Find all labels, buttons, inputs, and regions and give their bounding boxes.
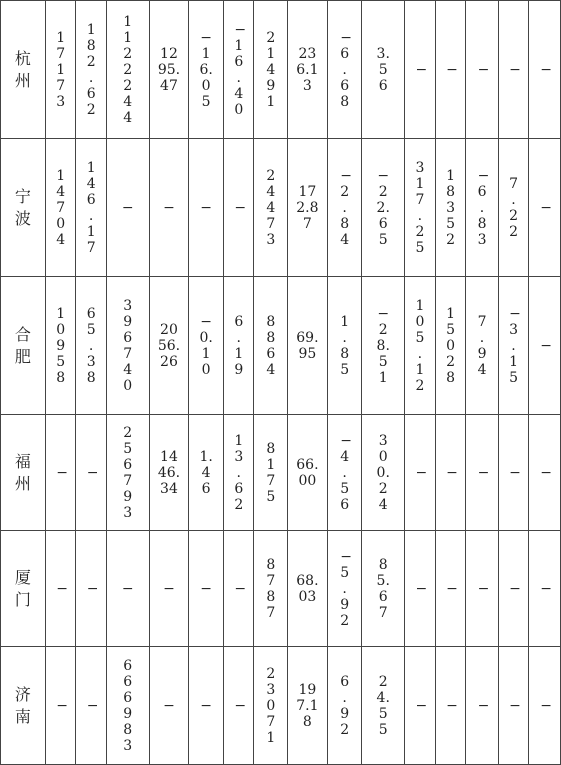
value-cell <box>466 277 499 415</box>
cell-value: − <box>415 61 428 78</box>
value-cell <box>498 415 529 531</box>
cell-value: 68.03 <box>296 572 319 605</box>
cell-value: − <box>86 580 99 597</box>
cell-value: 666983 <box>123 657 133 754</box>
cell-value: − <box>446 580 458 597</box>
value-cell <box>223 415 254 531</box>
value-cell <box>149 1 189 139</box>
cell-value: 13.62 <box>234 432 244 513</box>
value-cell <box>435 531 466 647</box>
value-cell <box>76 415 107 531</box>
value-cell <box>405 531 436 647</box>
value-cell <box>223 139 254 277</box>
city-name: 济南 <box>14 684 31 726</box>
city-name: 福州 <box>14 451 31 493</box>
value-cell <box>362 277 405 415</box>
cell-value: 7.94 <box>477 313 487 378</box>
cell-value: −22.65 <box>376 167 390 248</box>
value-cell <box>435 139 466 277</box>
cell-value: − <box>200 199 212 216</box>
cell-value: − <box>446 61 458 78</box>
value-cell <box>189 139 224 277</box>
cell-value: 15028 <box>446 305 455 386</box>
cell-value: 10958 <box>56 305 66 386</box>
city-cell <box>1 647 46 765</box>
cell-value: −16.05 <box>199 29 213 110</box>
cell-value: − <box>540 337 553 354</box>
cell-value: − <box>540 464 553 481</box>
value-cell <box>362 647 405 765</box>
cell-value: − <box>415 464 428 481</box>
value-cell <box>254 1 288 139</box>
value-cell <box>498 647 529 765</box>
cell-value: − <box>163 580 175 597</box>
city-name: 厦门 <box>14 567 31 609</box>
value-cell <box>106 139 149 277</box>
cell-value: − <box>477 61 490 78</box>
value-cell <box>223 531 254 647</box>
cell-value: 24473 <box>266 167 276 248</box>
value-cell <box>76 139 107 277</box>
value-cell <box>189 277 224 415</box>
value-cell <box>435 1 466 139</box>
cell-value: − <box>509 464 521 481</box>
cell-value: 24.55 <box>376 673 390 738</box>
value-cell <box>288 277 328 415</box>
value-cell <box>529 139 561 277</box>
value-cell <box>529 531 561 647</box>
value-cell <box>498 139 529 277</box>
value-cell <box>529 415 561 531</box>
value-cell <box>149 139 189 277</box>
cell-value: 1.85 <box>340 313 350 378</box>
value-cell <box>223 277 254 415</box>
value-cell <box>45 647 76 765</box>
table-row <box>1 531 561 647</box>
cell-value: − <box>477 697 490 714</box>
value-cell <box>149 531 189 647</box>
table-row <box>1 1 561 139</box>
cell-value: − <box>86 697 99 714</box>
table-row <box>1 139 561 277</box>
cell-value: 197.18 <box>296 681 319 730</box>
value-cell <box>254 531 288 647</box>
value-cell <box>106 1 149 139</box>
value-cell <box>45 277 76 415</box>
value-cell <box>466 139 499 277</box>
cell-value: − <box>121 580 134 597</box>
cell-value: − <box>234 697 247 714</box>
cell-value: − <box>200 697 212 714</box>
value-cell <box>106 277 149 415</box>
cell-value: 8787 <box>266 556 276 621</box>
cell-value: − <box>56 464 68 481</box>
value-cell <box>327 531 362 647</box>
value-cell <box>254 647 288 765</box>
cell-value: − <box>163 697 175 714</box>
cell-value: − <box>509 61 521 78</box>
cell-value: 66.00 <box>296 456 319 489</box>
cell-value: −0.10 <box>199 313 213 378</box>
cell-value: 396740 <box>123 297 133 394</box>
value-cell <box>405 647 436 765</box>
cell-value: 182.62 <box>86 21 96 118</box>
city-cell <box>1 1 46 139</box>
value-cell <box>223 647 254 765</box>
value-cell <box>498 531 529 647</box>
value-cell <box>254 415 288 531</box>
table-row <box>1 647 561 765</box>
value-cell <box>76 1 107 139</box>
cell-value: −16.40 <box>234 21 247 118</box>
cell-value: − <box>509 580 521 597</box>
value-cell <box>288 1 328 139</box>
value-cell <box>529 1 561 139</box>
cell-value: 146.17 <box>86 159 96 256</box>
value-cell <box>466 1 499 139</box>
cell-value: − <box>446 464 458 481</box>
value-cell <box>149 647 189 765</box>
cell-value: − <box>234 199 247 216</box>
cell-value: 21491 <box>266 29 276 110</box>
value-cell <box>45 531 76 647</box>
value-cell <box>288 531 328 647</box>
value-cell <box>405 139 436 277</box>
cell-value: 317.25 <box>415 159 425 256</box>
cell-value: − <box>415 697 428 714</box>
cell-value: 236.13 <box>296 45 319 94</box>
value-cell <box>288 415 328 531</box>
value-cell <box>362 531 405 647</box>
cell-value: 23071 <box>266 665 276 746</box>
table-row <box>1 415 561 531</box>
cell-value: 18352 <box>446 167 455 248</box>
cell-value: − <box>540 199 553 216</box>
cell-value: 8864 <box>266 313 276 378</box>
value-cell <box>76 647 107 765</box>
cell-value: −28.51 <box>376 305 390 386</box>
cell-value: 14704 <box>56 167 66 248</box>
city-cell <box>1 139 46 277</box>
cell-value: − <box>477 580 490 597</box>
cell-value: 3.56 <box>376 45 390 94</box>
cell-value: −2.84 <box>340 167 352 248</box>
value-cell <box>149 277 189 415</box>
city-cell <box>1 531 46 647</box>
value-cell <box>435 647 466 765</box>
cell-value: 17173 <box>56 29 66 110</box>
value-cell <box>466 531 499 647</box>
cell-value: − <box>121 199 134 216</box>
cell-value: 1446.34 <box>157 448 181 497</box>
table-row <box>1 277 561 415</box>
cell-value: 300.24 <box>376 432 390 513</box>
value-cell <box>254 139 288 277</box>
cell-value: 6.19 <box>234 313 244 378</box>
cell-value: − <box>56 697 68 714</box>
value-cell <box>327 647 362 765</box>
value-cell <box>405 277 436 415</box>
cell-value: 1295.47 <box>157 45 181 94</box>
value-cell <box>223 1 254 139</box>
cell-value: 172.87 <box>296 183 319 232</box>
value-cell <box>189 415 224 531</box>
city-cell <box>1 277 46 415</box>
value-cell <box>327 415 362 531</box>
city-name: 宁波 <box>14 186 31 228</box>
cell-value: − <box>477 464 490 481</box>
cell-value: 2056.26 <box>157 321 181 370</box>
value-cell <box>189 647 224 765</box>
value-cell <box>362 1 405 139</box>
cell-value: 105.12 <box>415 297 425 394</box>
value-cell <box>466 415 499 531</box>
value-cell <box>498 277 529 415</box>
cell-value: 7.22 <box>509 175 519 240</box>
cell-value: 1122244 <box>123 13 133 126</box>
value-cell <box>466 647 499 765</box>
value-cell <box>288 139 328 277</box>
value-cell <box>327 139 362 277</box>
cell-value: − <box>446 697 458 714</box>
cell-value: − <box>200 580 212 597</box>
cell-value: 1.46 <box>199 448 213 497</box>
value-cell <box>327 277 362 415</box>
cell-value: − <box>415 580 428 597</box>
value-cell <box>435 277 466 415</box>
cell-value: − <box>86 464 99 481</box>
value-cell <box>405 415 436 531</box>
value-cell <box>76 277 107 415</box>
value-cell <box>106 531 149 647</box>
cell-value: 8175 <box>266 440 276 505</box>
city-name: 合肥 <box>14 324 31 366</box>
cell-value: − <box>163 199 175 216</box>
city-cell <box>1 415 46 531</box>
cell-value: − <box>540 580 553 597</box>
value-cell <box>76 531 107 647</box>
value-cell <box>45 415 76 531</box>
cell-value: 65.38 <box>86 305 96 386</box>
value-cell <box>149 415 189 531</box>
cell-value: 256793 <box>123 424 133 521</box>
value-cell <box>362 139 405 277</box>
value-cell <box>45 139 76 277</box>
city-name: 杭州 <box>14 48 31 90</box>
cell-value: − <box>540 61 553 78</box>
value-cell <box>45 1 76 139</box>
value-cell <box>254 277 288 415</box>
cell-value: −6.68 <box>340 29 352 110</box>
cell-value: −6.83 <box>477 167 490 248</box>
value-cell <box>529 647 561 765</box>
cell-value: 85.67 <box>376 556 390 621</box>
cell-value: − <box>234 580 247 597</box>
table-body <box>1 1 561 765</box>
cell-value: −4.56 <box>340 432 352 513</box>
value-cell <box>288 647 328 765</box>
cell-value: 6.92 <box>340 673 350 738</box>
cell-value: −5.92 <box>340 548 352 629</box>
cell-value: − <box>540 697 553 714</box>
value-cell <box>435 415 466 531</box>
value-cell <box>106 415 149 531</box>
value-cell <box>362 415 405 531</box>
value-cell <box>106 647 149 765</box>
cell-value: 69.95 <box>296 329 319 362</box>
value-cell <box>529 277 561 415</box>
cell-value: −3.15 <box>509 305 521 386</box>
value-cell <box>189 1 224 139</box>
value-cell <box>498 1 529 139</box>
cell-value: − <box>509 697 521 714</box>
cell-value: − <box>56 580 68 597</box>
value-cell <box>405 1 436 139</box>
value-cell <box>189 531 224 647</box>
value-cell <box>327 1 362 139</box>
